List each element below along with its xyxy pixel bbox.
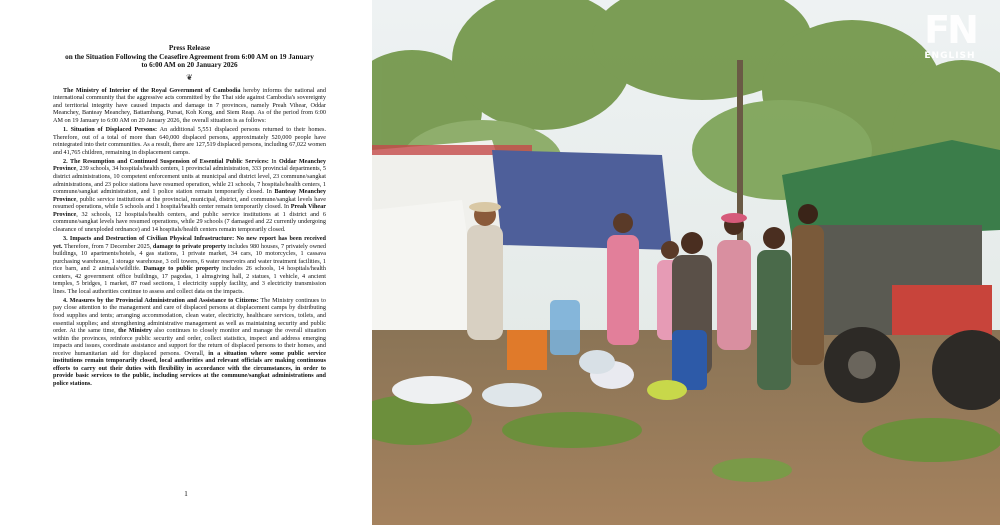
fn-logo xyxy=(918,10,982,61)
section-4-closing: in a situation where some public service institutions remain temporarily closed, local authorities and relevant officials are making continuous efforts to carry out their duties with flexibility in accordance with the circumstances, in order to provide basic services to the public, including services at the commune/sangkat administrations and police stations. xyxy=(53,349,326,387)
private-property-label: damage to private property xyxy=(152,242,226,250)
section-3-text-3: includes 26 schools, 14 hospitals/health centers, 42 government office buildings, 17 pagodas, 1 almsgiving hall, 2 statues, 1 vehicle, 4 ancient temples, 5 bridges, 1 market, 87 road sections, 1 electricity supply facility, and 3 electricity transmission lines. The local authorities continue to assess and collect data on the impacts. xyxy=(53,265,326,295)
section-3-paragraph xyxy=(53,235,326,295)
section-1-heading: 1. Situation of Displaced Persons: xyxy=(63,126,158,134)
section-2-text-1: , 239 schools, 34 hospitals/health centers, 1 provincial administration, 333 provincial departments, 5 district administrations, 10 competent enforcement units at municipal and district level, 23 commune/sangkat administrations, and 23 police stations have resumed operation, while 21 schools, 7 hospitals/health centers, 1 commune/sangkat administration, and 1 police station remain temporarily closed. In xyxy=(53,165,326,196)
province-oddar-meanchey: Oddar Meanchey Province xyxy=(53,157,326,173)
press-release-document xyxy=(0,0,372,525)
title-line-1: Press Release xyxy=(168,44,211,52)
section-4-text-2: also continues to closely monitor and manage the overall situation within the provinces, reinforce public security and order, collect statistics, inspect and address emerging impacts and issues, coordinate assistance and support for the return of displaced persons to their homes, and receive humanitarian aid for displaced persons. Overall, xyxy=(53,327,327,357)
title-line-2: on the Situation Following the Ceasefire Agreement from 6:00 AM on 19 January xyxy=(65,52,314,61)
title-line-3: to 6:00 AM on 20 January 2026 xyxy=(141,61,238,70)
section-3-heading: 3. Impacts and Destruction of Civilian Physical Infrastructure xyxy=(63,234,233,242)
section-3-text-2: includes 980 houses, 7 privately owned buildings, 10 apartments/hotels, 4 gas stations, 1 private market, 34 cars, 10 motorcycles, 1 cassava purchasing warehouse, 1 storage warehouse, 3 cell towers, 6 water reservoirs and water treatment facilities, 1 rice barn, and 2 animals/wildlife. xyxy=(53,242,327,273)
section-1-paragraph xyxy=(53,126,326,156)
fn-logo-mark: FN xyxy=(924,8,976,52)
ministry-name: The Ministry of Interior of the Royal Government of Cambodia xyxy=(63,86,241,94)
photo-illustration xyxy=(372,0,1000,525)
province-banteay-meanchey: Banteay Meanchey Province xyxy=(53,188,326,203)
intro-text: hereby informs the national and international community that the aggressive acts committed by the Thai side against Cambodia's sovereignty and territorial integrity have caused impacts and damage in 7 provinces, namely Preah Vihear, Oddar Meanchey, Banteay Meanchey, Battambang, Pursat, Koh Kong, and Siem Reap. As of the period from 6:00 AM on 19 January to 6:00 AM on 20 January 2026, the overall situation is as follows: xyxy=(53,86,326,124)
section-4-text-1: The Ministry continues to pay close attention to the management and care of displaced persons at displacement camps by distributing food supplies and tents; arranging accommodation, clean water, electricity, healthcare services, toilets, and essential supplies; and strengthening administrative management as well as maintaining security and public order. At the same time, xyxy=(53,296,326,335)
section-2-text-2: , public service institutions at the provincial, municipal, district, and commune/sangkat levels have resumed operations, while 5 schools and 1 hospital/health center remain temporarily closed. In xyxy=(53,195,326,211)
public-property-label: Damage to public property xyxy=(143,265,220,273)
intro-paragraph xyxy=(53,87,326,125)
displacement-camp-photo xyxy=(372,0,1000,525)
document-content xyxy=(53,44,326,389)
section-2-text-3: , 32 schools, 12 hospitals/health centers, and public service institutions at 1 district and 6 commune/sangkat levels have resumed operations, while 29 schools (7 damaged and 22 currently undergoing clearance of unexploded ordnance) and 14 hospitals/health centers remain temporarily closed. xyxy=(53,210,326,233)
section-4-heading: 4. Measures by the Provincial Administration and Assistance to Citizens: xyxy=(63,296,259,304)
section-2-paragraph xyxy=(53,158,326,233)
blue-tarp-tent xyxy=(492,150,672,250)
ornament-icon: ❦ xyxy=(186,72,193,82)
section-1-text: An additional 5,551 displaced persons returned to their homes. Therefore, out of a total of more than 640,000 displaced persons, approximately 520,000 people have reintegrated into their communities. As a result, there are 127,519 displaced persons, including 67,022 women and 41,765 children, remaining in displacement camps. xyxy=(53,126,326,156)
page-number: 1 xyxy=(184,490,188,498)
section-2-text-0: In xyxy=(268,157,279,165)
document-body xyxy=(53,87,326,388)
province-preah-vihear: Preah Vihear Province xyxy=(53,203,326,218)
section-4-paragraph xyxy=(53,297,326,388)
document-title xyxy=(53,44,326,70)
fn-logo-sub: ENGLISH xyxy=(924,51,976,61)
ministry-reference: the Ministry xyxy=(118,327,152,335)
section-2-heading: 2. The Resumption and Continued Suspension of Essential Public Services: xyxy=(63,157,269,165)
section-3-heading-rest: : No new report has been received yet. xyxy=(53,234,326,250)
section-3-text-1: Therefore, from 7 December 2025, xyxy=(62,242,153,250)
